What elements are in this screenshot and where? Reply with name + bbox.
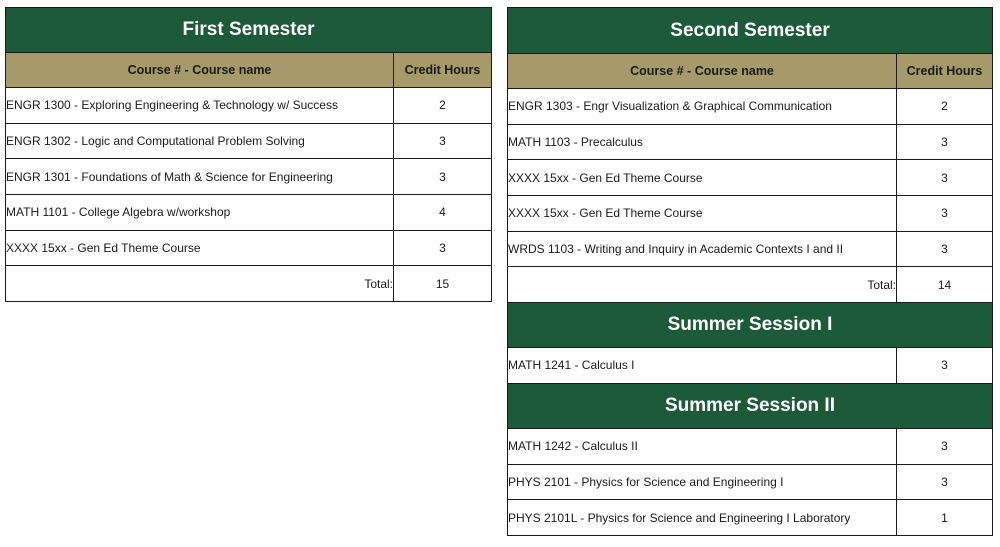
- credit-hours-column-header: Credit Hours: [897, 54, 993, 89]
- second-semester-title: Second Semester: [508, 8, 993, 54]
- table-row: [508, 348, 993, 384]
- course-name: MATH 1242 - Calculus II: [508, 428, 897, 464]
- course-name: PHYS 2101 - Physics for Science and Engineering I: [508, 464, 897, 500]
- first-semester-table: [5, 7, 492, 302]
- credit-hours: 1: [897, 500, 993, 536]
- course-name: ENGR 1301 - Foundations of Math & Science for Engineering: [6, 159, 394, 195]
- table-row: [508, 500, 993, 536]
- table-row: [6, 159, 492, 195]
- course-name: XXXX 15xx - Gen Ed Theme Course: [6, 230, 394, 266]
- credit-hours: 2: [394, 88, 492, 124]
- total-row: [508, 267, 993, 303]
- course-name: WRDS 1103 - Writing and Inquiry in Academic Contexts I and II: [508, 231, 897, 267]
- course-column-header: Course # - Course name: [508, 54, 897, 89]
- table-row: [508, 231, 993, 267]
- second-semester-table: [507, 7, 993, 536]
- course-column-header: Course # - Course name: [6, 53, 394, 88]
- course-name: ENGR 1302 - Logic and Computational Problem Solving: [6, 123, 394, 159]
- table-row: [508, 428, 993, 464]
- table-row: [6, 230, 492, 266]
- table-row: [6, 195, 492, 231]
- course-name: MATH 1101 - College Algebra w/workshop: [6, 195, 394, 231]
- credit-hours: 3: [897, 196, 993, 232]
- credit-hours: 3: [394, 159, 492, 195]
- first-semester-title: First Semester: [6, 8, 492, 53]
- total-credit-hours: 14: [897, 267, 993, 303]
- table-row: [508, 196, 993, 232]
- course-name: ENGR 1303 - Engr Visualization & Graphical Communication: [508, 89, 897, 125]
- total-label: Total:: [508, 267, 897, 303]
- credit-hours-column-header: Credit Hours: [394, 53, 492, 88]
- summer-session-1-title: Summer Session I: [508, 303, 993, 348]
- total-credit-hours: 15: [394, 266, 492, 302]
- total-row: [6, 266, 492, 302]
- table-row: [508, 124, 993, 160]
- credit-hours: 2: [897, 89, 993, 125]
- credit-hours: 4: [394, 195, 492, 231]
- table-row: [508, 464, 993, 500]
- summer-session-2-title: Summer Session II: [508, 383, 993, 428]
- credit-hours: 3: [897, 231, 993, 267]
- credit-hours: 3: [897, 464, 993, 500]
- course-name: XXXX 15xx - Gen Ed Theme Course: [508, 196, 897, 232]
- course-name: ENGR 1300 - Exploring Engineering & Technology w/ Success: [6, 88, 394, 124]
- table-row: [6, 88, 492, 124]
- credit-hours: 3: [897, 348, 993, 384]
- credit-hours: 3: [897, 428, 993, 464]
- table-row: [508, 89, 993, 125]
- table-row: [6, 123, 492, 159]
- course-name: MATH 1103 - Precalculus: [508, 124, 897, 160]
- total-label: Total:: [6, 266, 394, 302]
- credit-hours: 3: [897, 124, 993, 160]
- course-name: XXXX 15xx - Gen Ed Theme Course: [508, 160, 897, 196]
- course-name: PHYS 2101L - Physics for Science and Engineering I Laboratory: [508, 500, 897, 536]
- credit-hours: 3: [394, 230, 492, 266]
- credit-hours: 3: [897, 160, 993, 196]
- course-name: MATH 1241 - Calculus I: [508, 348, 897, 384]
- table-row: [508, 160, 993, 196]
- credit-hours: 3: [394, 123, 492, 159]
